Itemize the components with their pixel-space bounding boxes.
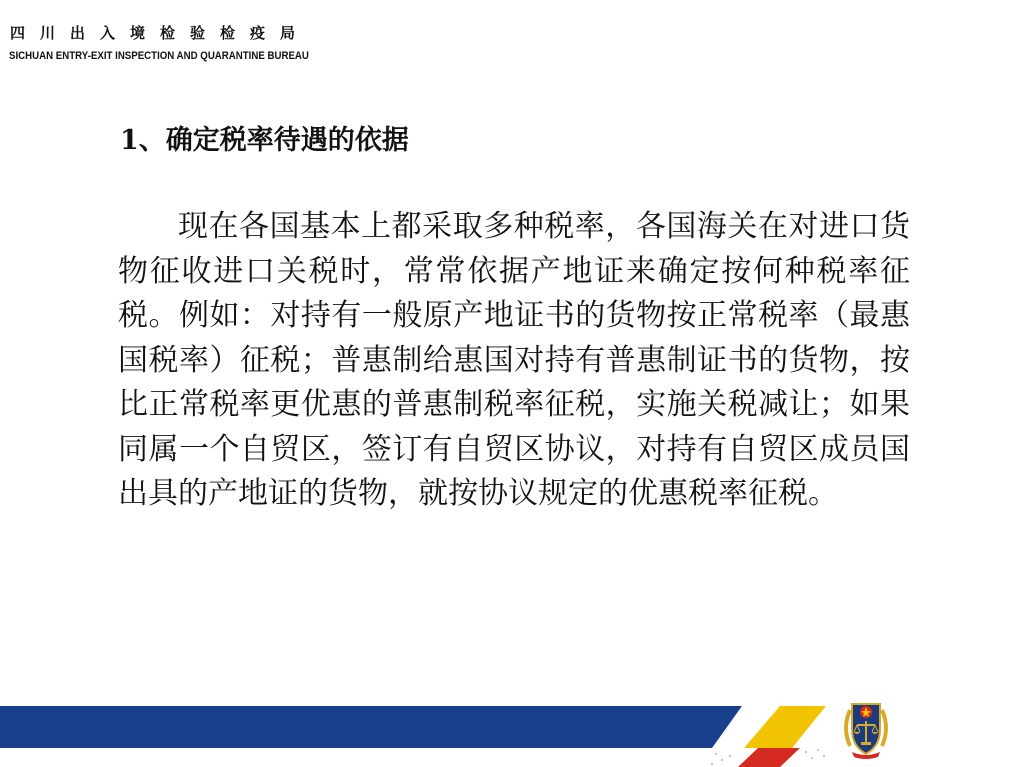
slide-body-text: 现在各国基本上都采取多种税率，各国海关在对进口货物征收进口关税时，常常依据产地证来确定按何种税率征税。例如：对持有一般原产地证书的货物按正常税率（最惠国税率）征税；普惠制给惠国对持有普惠制证书的货物，按比正常税率更优惠的普惠制税率征税，实施关税减让；如果同属一个自贸区，签订有自贸区协议，对持有自贸区成员国出具的产地证的货物，就按协议规定的优惠税率征税。	[118, 209, 910, 511]
slide-title: 1、确定税率待遇的依据	[120, 125, 409, 156]
bureau-name-cn: 四川出入境检验检疫局	[10, 24, 311, 42]
bureau-name-en: SICHUAN ENTRY-EXIT INSPECTION AND QUARANTINE BUREAU	[9, 50, 309, 62]
ciq-emblem-icon	[840, 694, 892, 760]
